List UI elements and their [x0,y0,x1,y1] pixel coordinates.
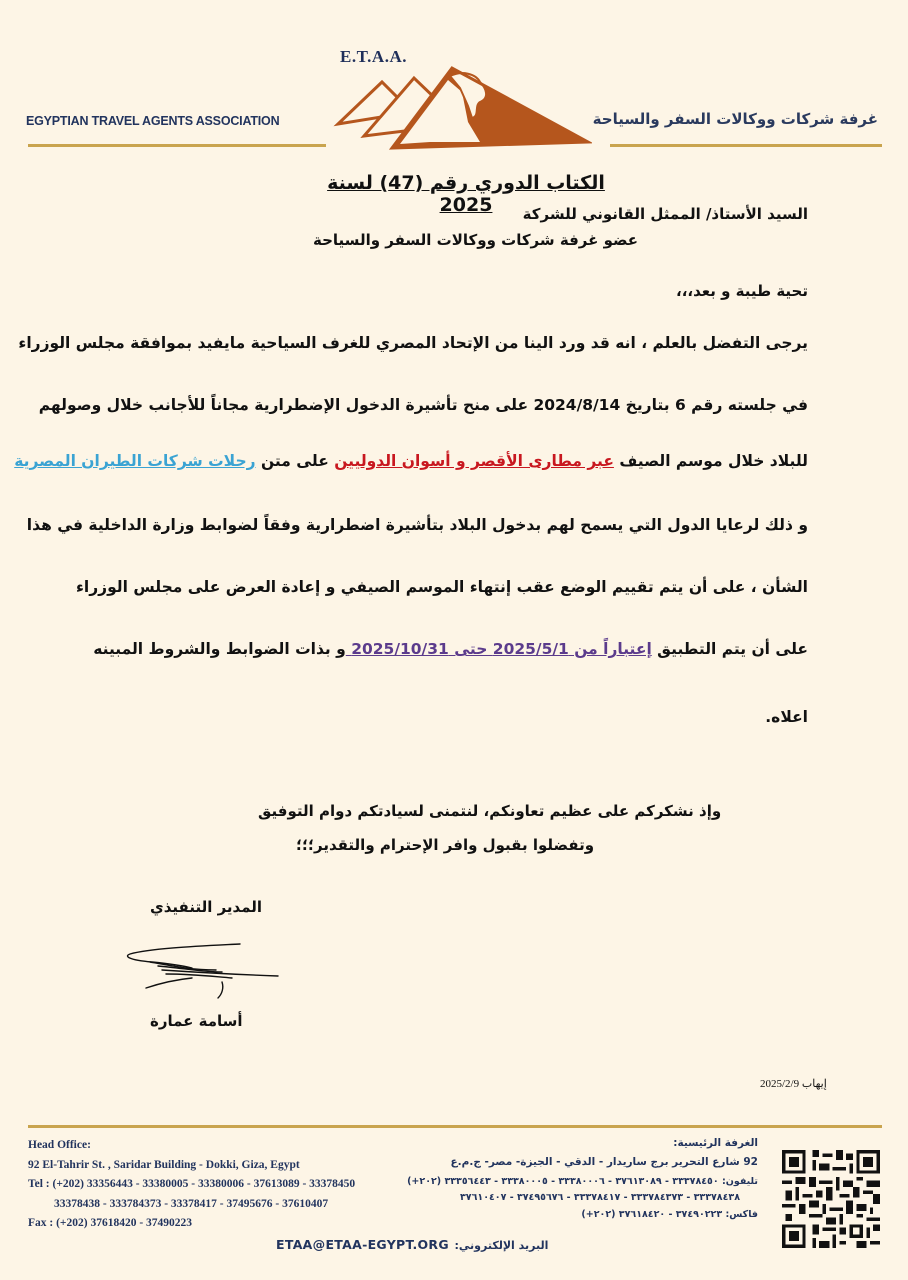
head-office-label-ar: الغرفة الرئيسية: [673,1137,758,1149]
email-link[interactable]: ETAA@ETAA-EGYPT.ORG [276,1237,449,1252]
org-name-ar: غرفة شركات ووكالات السفر والسياحة [592,110,878,128]
tel-line-2-en: 33378438 - 333784373 - 33378417 - 37495676 - 37610407 [54,1197,329,1210]
tel-line-1-en: Tel : (+202) 33356443 - 33380005 - 33380006 - 37613089 - 33378450 [28,1178,356,1190]
email-row [276,1234,548,1253]
qr-code-icon [782,1150,880,1248]
body-line-3 [14,452,808,470]
pyramids-logo-icon [330,62,592,154]
address-en: 92 El-Tahrir St. , Saridar Building - Dokki, Giza, Egypt [28,1158,300,1171]
footer-contact-en [28,1136,355,1234]
body-line-3-part-2: على متن [255,452,335,470]
footer-rule [28,1125,882,1128]
body-line-6-part-2: و بذات الضوابط والشروط المبينه [93,640,346,658]
tel-line-1-ar: تليفون: ٣٣٣٧٨٤٥٠ - ٣٧٦١٣٠٨٩ - ٣٣٣٨٠٠٠٦ - ٣٣٣٨٠٠٠٥ - ٣٣٣٥٦٤٤٣ (٢٠٢+) [407,1176,758,1187]
greeting: تحية طيبة و بعد،،، [676,282,808,300]
letter-title: الكتاب الدوري رقم (47) لسنة 2025 [327,172,605,216]
signatory-title: المدير التنفيذي [150,898,263,916]
body-line-4: و ذلك لرعايا الدول التي يسمح لهم بدخول البلاد بتأشيرة اضطرارية وفقاً لضوابط وزارة الداخلية في هذا [26,516,808,534]
body-line-2: في جلسته رقم 6 بتاريخ 2024/8/14 على منح تأشيرة الدخول الإضطرارية مجاناً للأجانب خلال وصولهم [38,396,808,414]
body-line-1: يرجى التفضل بالعلم ، انه قد ورد الينا من الإتحاد المصري للغرف السياحية مايفيد بموافقة مجلس الوزراء [18,334,808,352]
body-line-5: الشأن ، على أن يتم تقييم الوضع عقب إنتهاء الموسم الصيفي و إعادة العرض على مجلس الوزراء [76,578,808,596]
addressee-line-1: السيد الأستاذ/ الممثل القانوني للشركة [522,205,808,223]
signatory-name: أسامة عمارة [150,1012,243,1030]
header-rule-left [28,144,326,147]
tel-line-2-ar: ٣٣٣٧٨٤٣٨ - ٣٣٣٧٨٤٣٧٣ - ٣٣٣٧٨٤١٧ - ٣٧٤٩٥٦٧٦ - ٣٧٦١٠٤٠٧ [460,1192,740,1203]
email-label: البريد الإلكتروني: [454,1239,549,1252]
address-ar: 92 شارع التحرير برج ساريدار - الدقي - الجيزة- مصر- ج.م.ع [450,1156,758,1168]
footer-contact-ar [407,1134,758,1224]
body-line-6-part-1: على أن يتم التطبيق [651,640,808,658]
body-line-3-part-1: للبلاد خلال موسم الصيف [613,452,808,470]
issue-reference: إيهاب 2025/2/9 [760,1078,827,1090]
closing-line-2: وتفضلوا بقبول وافر الإحترام والتقدير؛؛؛ [296,836,595,854]
body-line-6 [93,640,808,658]
highlight-airports: عبر مطارى الأقصر و أسوان الدوليين [334,452,614,470]
body-line-7: اعلاه. [765,708,808,726]
fax-ar: فاكس: ٣٧٤٩٠٢٢٣ - ٣٧٦١٨٤٢٠ (٢٠٢+) [581,1209,758,1220]
head-office-label-en: Head Office: [28,1139,91,1151]
header-rule-right [610,144,882,147]
highlight-egyptian-airlines: رحلات شركات الطيران المصرية [14,452,256,470]
org-name-en: EGYPTIAN TRAVEL AGENTS ASSOCIATION [26,114,280,128]
fax-en: Fax : (+202) 37618420 - 37490223 [28,1217,193,1229]
org-abbreviation: E.T.A.A. [340,47,407,66]
signature-icon [122,940,282,1002]
addressee-line-2: عضو غرفة شركات ووكالات السفر والسياحة [313,231,638,249]
highlight-validity-period: إعتباراً من 2025/5/1 حتى 2025/10/31 [345,640,652,658]
closing-line-1: وإذ نشكركم على عظيم تعاونكم، لنتمنى لسيادتكم دوام التوفيق [258,802,722,820]
